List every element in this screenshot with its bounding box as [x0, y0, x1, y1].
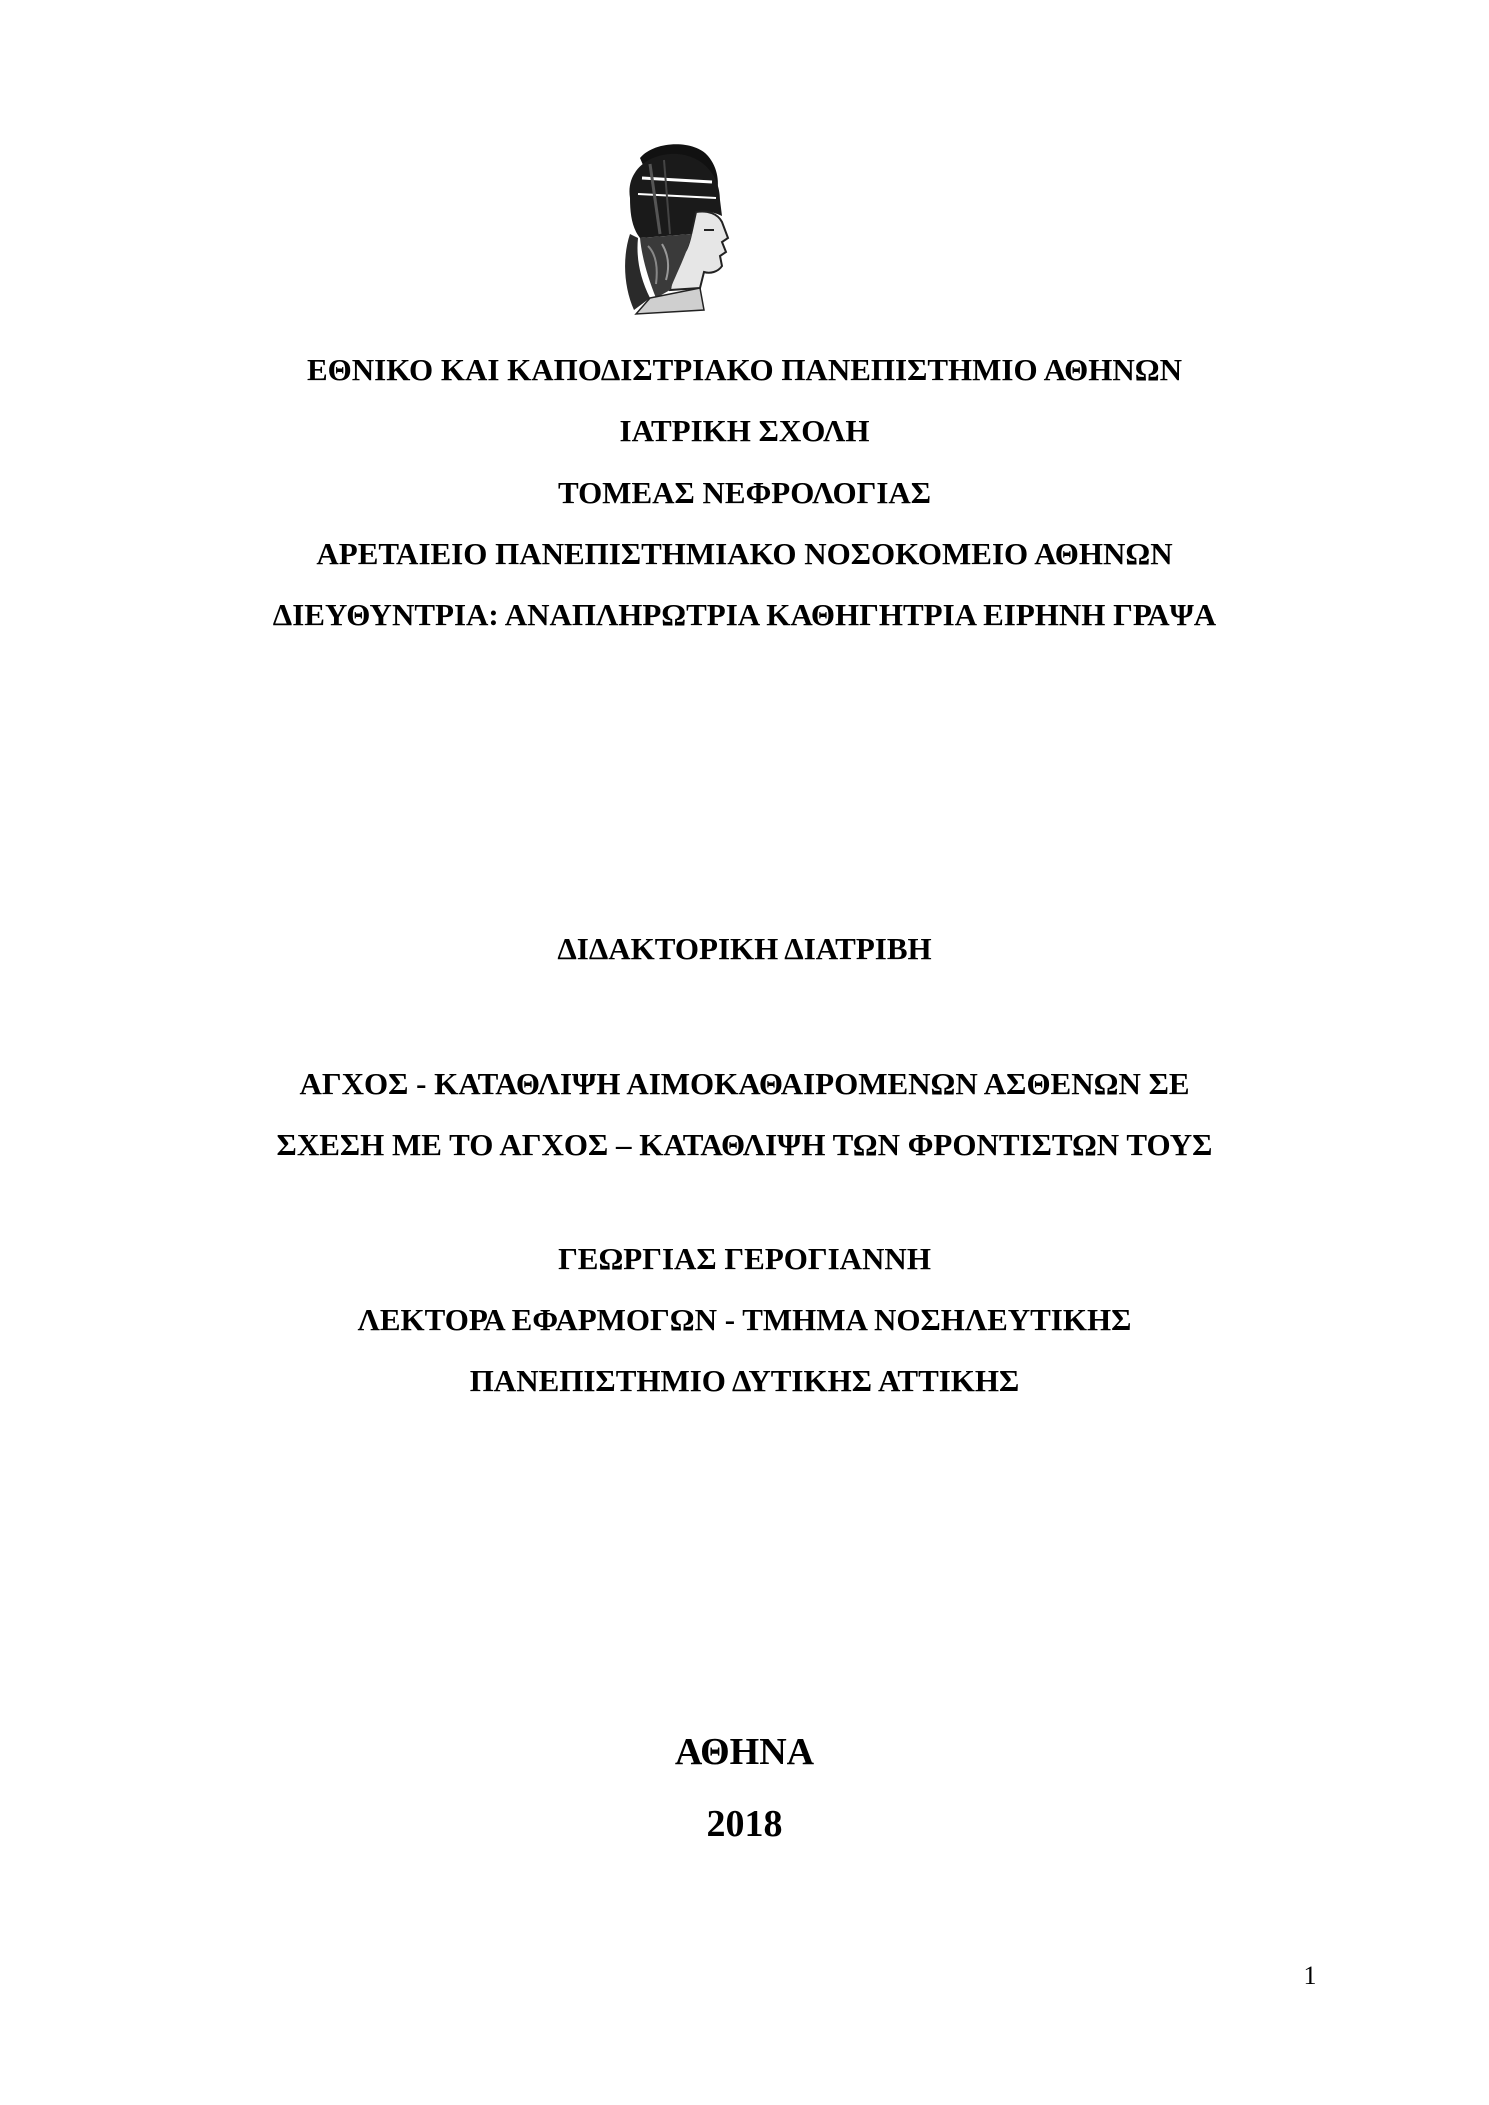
year: 2018 — [706, 1803, 783, 1845]
director-line: ΔΙΕΥΘΥΝΤΡΙΑ: ΑΝΑΠΛΗΡΩΤΡΙΑ ΚΑΘΗΓΗΤΡΙΑ ΕΙΡΗΝΗ ΓΡΑΨΑ — [272, 597, 1217, 632]
author-name: ΓΕΩΡΓΙΑΣ ΓΕΡΟΓΙΑΝΝΗ — [558, 1241, 931, 1276]
hospital-name: ΑΡΕΤΑΙΕΙΟ ΠΑΝΕΠΙΣΤΗΜΙΑΚΟ ΝΟΣΟΚΟΜΕΙΟ ΑΘΗΝΩΝ — [316, 536, 1173, 571]
thesis-type: ΔΙΔΑΚΤΟΡΙΚΗ ΔΙΑΤΡΙΒΗ — [557, 931, 932, 966]
thesis-title-line-1: ΑΓΧΟΣ - ΚΑΤΑΘΛΙΨΗ ΑΙΜΟΚΑΘΑΙΡΟΜΕΝΩΝ ΑΣΘΕΝΩΝ ΣΕ — [299, 1066, 1190, 1101]
university-name: ΕΘΝΙΚΟ ΚΑΙ ΚΑΠΟΔΙΣΤΡΙΑΚΟ ΠΑΝΕΠΙΣΤΗΜΙΟ ΑΘΗΝΩΝ — [306, 352, 1183, 387]
author-position: ΛΕΚΤΟΡΑ ΕΦΑΡΜΟΓΩΝ - ΤΜΗΜΑ ΝΟΣΗΛΕΥΤΙΚΗΣ — [357, 1302, 1132, 1337]
school-name: ΙΑΤΡΙΚΗ ΣΧΟΛΗ — [619, 413, 870, 448]
page-number: 1 — [1303, 1961, 1317, 1990]
thesis-title-line-2: ΣΧΕΣΗ ΜΕ ΤΟ ΑΓΧΟΣ – ΚΑΤΑΘΛΙΨΗ ΤΩΝ ΦΡΟΝΤΙΣΤΩΝ ΤΟΥΣ — [276, 1127, 1213, 1162]
department-name: ΤΟΜΕΑΣ ΝΕΦΡΟΛΟΓΙΑΣ — [557, 475, 932, 510]
athena-head-icon — [600, 138, 750, 316]
author-affiliation: ΠΑΝΕΠΙΣΤΗΜΙΟ ΔΥΤΙΚΗΣ ΑΤΤΙΚΗΣ — [469, 1363, 1020, 1398]
city: ΑΘΗΝΑ — [674, 1731, 815, 1773]
